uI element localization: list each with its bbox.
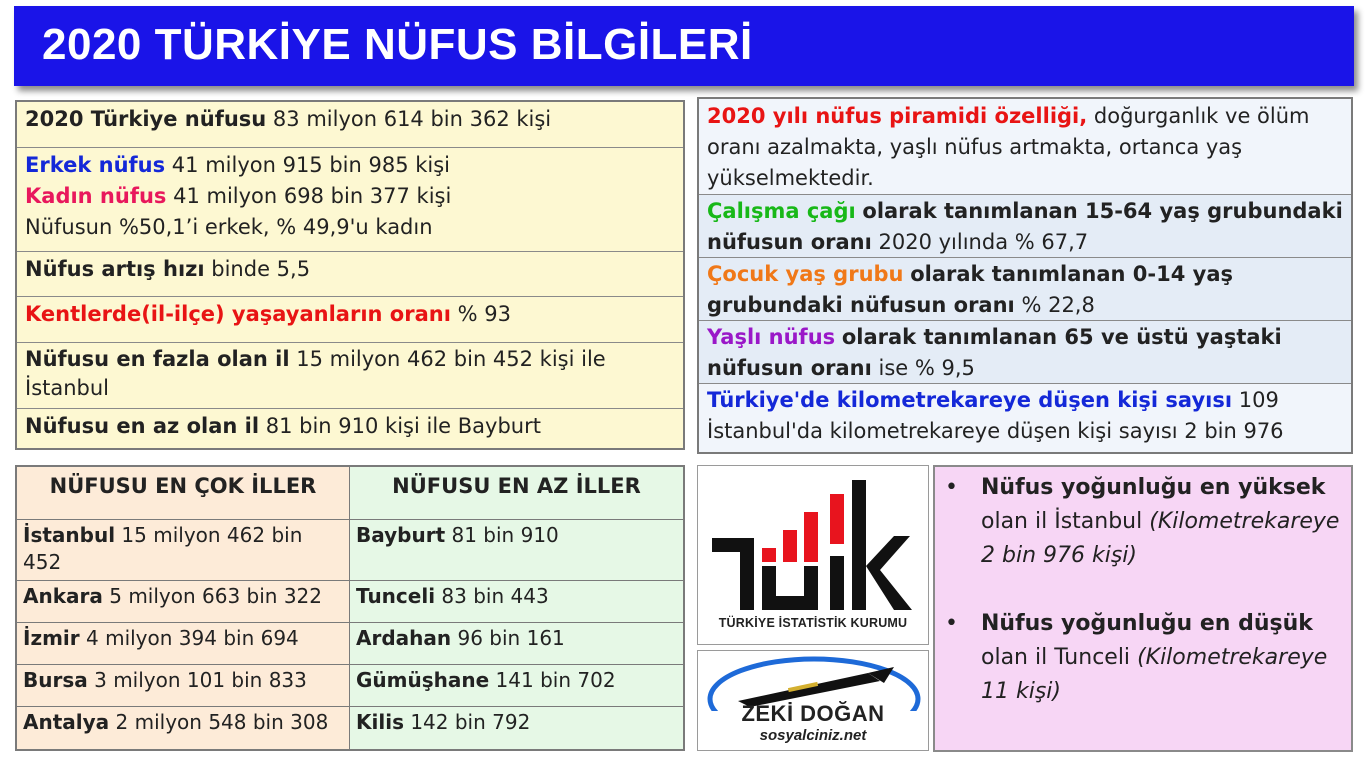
table-row bbox=[350, 581, 683, 623]
city-name: Ardahan bbox=[356, 626, 452, 650]
gender-row bbox=[17, 148, 683, 252]
child-age-value: % 22,8 bbox=[1021, 293, 1095, 317]
elderly-row bbox=[699, 321, 1351, 384]
density-panel bbox=[933, 465, 1353, 752]
most-populous-column bbox=[17, 467, 350, 749]
child-age-row bbox=[699, 258, 1351, 321]
most-populous-value: 15 milyon 462 bin 452 kişi ile İstanbul bbox=[25, 347, 606, 400]
elderly-label: Yaşlı nüfus bbox=[707, 325, 836, 349]
growth-label: Nüfus artış hızı bbox=[25, 257, 205, 281]
tuik-logo-box bbox=[697, 465, 929, 645]
city-name: Ankara bbox=[23, 584, 103, 608]
city-value: 2 milyon 548 bin 308 bbox=[115, 710, 329, 734]
table-row bbox=[17, 707, 349, 749]
total-population-value: 83 milyon 614 bin 362 kişi bbox=[272, 107, 552, 131]
female-label: Kadın nüfus bbox=[25, 184, 167, 208]
population-info-panel bbox=[15, 100, 685, 450]
working-age-label: Çalışma çağı bbox=[707, 199, 856, 223]
author-name: ZEKİ DOĞAN bbox=[741, 701, 885, 726]
working-age-row bbox=[699, 195, 1351, 258]
pyramid-info-panel bbox=[697, 97, 1353, 454]
table-row bbox=[350, 623, 683, 665]
bullet-icon: • bbox=[945, 611, 958, 636]
male-value: 41 milyon 915 bin 985 kişi bbox=[171, 153, 451, 177]
pyramid-feature-row bbox=[699, 99, 1351, 195]
city-name: Bursa bbox=[23, 668, 88, 692]
urban-value: % 93 bbox=[457, 302, 511, 326]
city-value: 96 bin 161 bbox=[457, 626, 565, 650]
least-populous-row bbox=[17, 409, 683, 449]
city-name: Gümüşhane bbox=[356, 668, 490, 692]
table-row bbox=[350, 520, 683, 581]
urban-row bbox=[17, 297, 683, 343]
female-value: 41 milyon 698 bin 377 kişi bbox=[173, 184, 452, 208]
author-logo-box bbox=[697, 650, 929, 751]
table-row bbox=[350, 665, 683, 707]
table-row bbox=[350, 707, 683, 749]
child-age-label: Çocuk yaş grubu bbox=[707, 262, 904, 286]
density-turkey-label: Türkiye'de kilometrekareye düşen kişi sayısı bbox=[707, 388, 1233, 412]
pyramid-feature-text: doğurganlık ve ölüm oranı azalmakta, yaşlı nüfus artmakta, ortanca yaş yükselmektedir. bbox=[707, 104, 1310, 190]
growth-row bbox=[17, 252, 683, 297]
city-value: 81 bin 910 bbox=[451, 523, 559, 547]
density-turkey-value: 109 bbox=[1238, 388, 1279, 412]
density-low-item bbox=[945, 607, 1345, 709]
most-populous-header: NÜFUSU EN ÇOK İLLER bbox=[17, 467, 349, 520]
city-value: 142 bin 792 bbox=[410, 710, 531, 734]
table-row bbox=[17, 665, 349, 707]
city-population-table bbox=[15, 465, 685, 751]
city-value: 83 bin 443 bbox=[441, 584, 549, 608]
child-age-desc: olarak tanımlanan 0-14 yaş grubundaki nüfusun oranı bbox=[707, 262, 1234, 317]
city-name: Bayburt bbox=[356, 523, 446, 547]
city-name: Tunceli bbox=[356, 584, 436, 608]
gender-ratio-text: Nüfusun %50,1’i erkek, % 49,9'u kadın bbox=[25, 215, 433, 239]
least-populous-column bbox=[350, 467, 683, 749]
male-label: Erkek nüfus bbox=[25, 153, 166, 177]
pyramid-feature-label: 2020 yılı nüfus piramidi özelliği, bbox=[707, 104, 1088, 128]
tuik-caption: TÜRKİYE İSTATİSTİK KURUMU bbox=[718, 616, 908, 630]
city-name: İzmir bbox=[23, 626, 80, 650]
density-high-text: olan il İstanbul bbox=[981, 509, 1143, 534]
working-age-value: 2020 yılında % 67,7 bbox=[878, 230, 1089, 254]
density-low-label: Nüfus yoğunluğu en düşük bbox=[981, 611, 1313, 636]
city-value: 5 milyon 663 bin 322 bbox=[109, 584, 323, 608]
table-row bbox=[17, 623, 349, 665]
growth-value: binde 5,5 bbox=[211, 257, 311, 281]
density-high-item bbox=[945, 471, 1345, 573]
city-value: 3 milyon 101 bin 833 bbox=[94, 668, 307, 692]
tuik-logo bbox=[698, 466, 930, 616]
urban-label: Kentlerde(il-ilçe) yaşayanların oranı bbox=[25, 302, 451, 326]
elderly-value: ise % 9,5 bbox=[878, 356, 975, 380]
city-name: Antalya bbox=[23, 710, 110, 734]
most-populous-label: Nüfusu en fazla olan il bbox=[25, 347, 290, 371]
total-population-row bbox=[17, 102, 683, 148]
least-populous-value: 81 bin 910 kişi ile Bayburt bbox=[265, 414, 541, 438]
city-value: 141 bin 702 bbox=[495, 668, 616, 692]
table-row bbox=[17, 520, 349, 581]
least-populous-label: Nüfusu en az olan il bbox=[25, 414, 260, 438]
city-name: Kilis bbox=[356, 710, 404, 734]
density-low-note: (Kilometrekareye 11 kişi) bbox=[981, 645, 1328, 704]
working-age-desc: olarak tanımlanan 15-64 yaş grubundaki nüfusun oranı bbox=[707, 199, 1343, 254]
author-site: sosyalciniz.net bbox=[759, 727, 867, 744]
city-value: 15 milyon 462 bin 452 bbox=[23, 523, 303, 574]
density-istanbul-text: İstanbul'da kilometrekareye düşen kişi sayısı 2 bin 976 bbox=[707, 419, 1284, 443]
least-populous-header: NÜFUSU EN AZ İLLER bbox=[350, 467, 683, 520]
title-banner bbox=[14, 6, 1354, 86]
elderly-desc: olarak tanımlanan 65 ve üstü yaştaki nüfusun oranı bbox=[707, 325, 1282, 380]
city-name: İstanbul bbox=[23, 523, 116, 547]
bullet-icon: • bbox=[945, 475, 958, 500]
density-high-label: Nüfus yoğunluğu en yüksek bbox=[981, 475, 1326, 500]
table-row bbox=[17, 581, 349, 623]
density-count-row bbox=[699, 384, 1351, 452]
most-populous-row bbox=[17, 343, 683, 409]
city-value: 4 milyon 394 bin 694 bbox=[86, 626, 299, 650]
page-title: 2020 TÜRKİYE NÜFUS BİLGİLERİ bbox=[42, 20, 753, 69]
density-high-note: (Kilometrekareye 2 bin 976 kişi) bbox=[981, 509, 1340, 568]
total-population-label: 2020 Türkiye nüfusu bbox=[25, 107, 267, 131]
density-low-text: olan il Tunceli bbox=[981, 645, 1131, 670]
